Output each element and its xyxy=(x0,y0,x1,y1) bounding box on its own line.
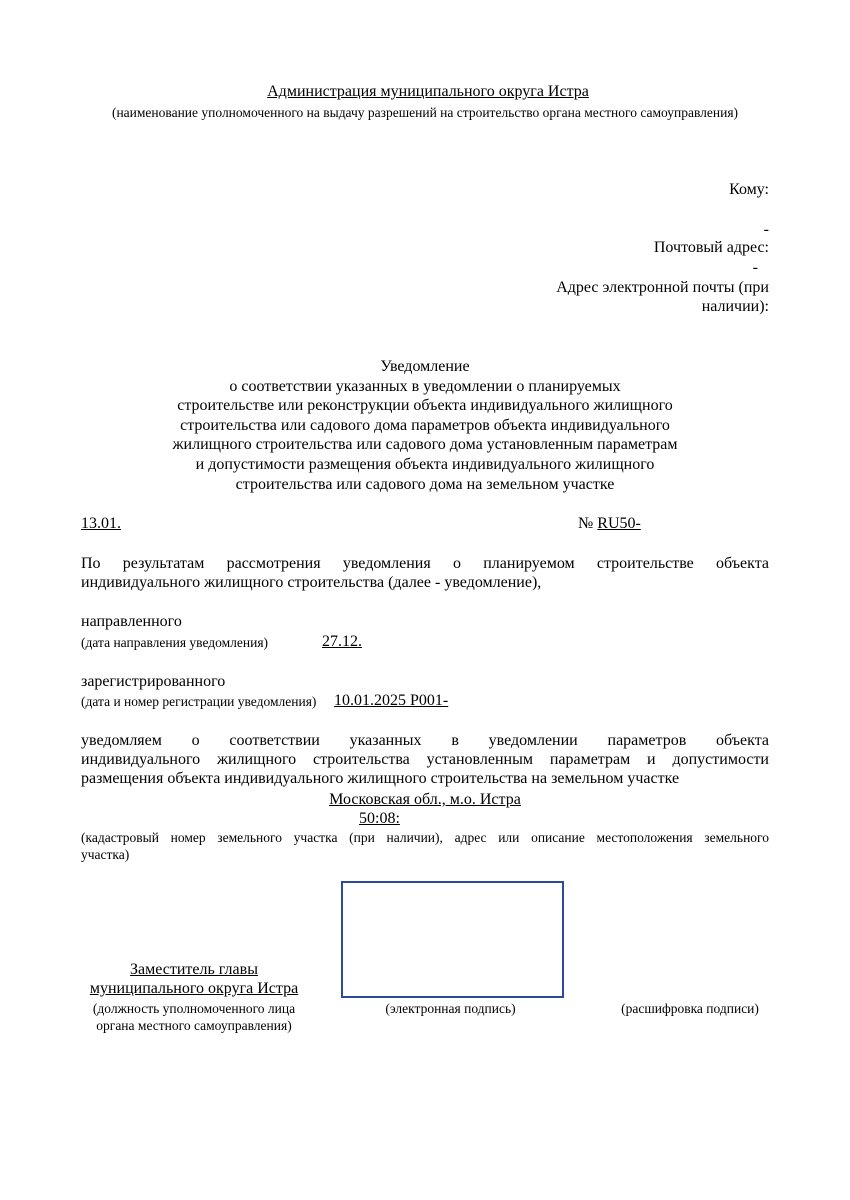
intro-line-2: индивидуального жилищного строительства (далее - уведомление), xyxy=(81,574,542,591)
document-number xyxy=(578,514,641,533)
email-label-1: Адрес электронной почты (при xyxy=(556,279,769,296)
notify-line-1: уведомляем о соответствии указанных в уведомлении параметров объекта xyxy=(81,732,769,749)
sent-caption: (дата направления уведомления) xyxy=(81,635,269,650)
signer-position-1 xyxy=(81,960,307,979)
to-label: Кому: xyxy=(729,181,769,198)
cadastral-caption-1: (кадастровый номер земельного участка (при наличии), адрес или описание местоположения земельного xyxy=(81,830,769,845)
title-line: о соответствии указанных в уведомлении о планируемых xyxy=(229,378,621,395)
postal-value: - xyxy=(752,259,758,276)
cadastral-caption-2: участка) xyxy=(81,847,130,862)
registered-label: зарегистрированного xyxy=(81,673,226,690)
position-caption-1: (должность уполномоченного лица xyxy=(92,1001,296,1016)
decode-caption: (расшифровка подписи) xyxy=(621,1001,759,1016)
electronic-signature-box xyxy=(341,881,564,998)
sent-date: 27.12. xyxy=(322,633,362,650)
number-label: № xyxy=(578,515,594,532)
title-line: строительстве или реконструкции объекта индивидуального жилищного xyxy=(177,397,673,414)
esign-caption: (электронная подпись) xyxy=(385,1001,516,1016)
position-text-2: муниципального округа Истра xyxy=(89,980,299,997)
land-address xyxy=(0,790,850,809)
position-caption-2: органа местного самоуправления) xyxy=(96,1018,292,1033)
title-line: жилищного строительства или садового дома установленным параметрам xyxy=(172,436,678,453)
title-line: строительства или садового дома параметров объекта индивидуального xyxy=(180,417,670,434)
email-label-2: наличии): xyxy=(701,298,769,315)
intro-line-1: По результатам рассмотрения уведомления о планируемом строительстве объекта xyxy=(81,555,769,572)
signer-position-2 xyxy=(81,979,307,998)
cadastral-number xyxy=(359,809,400,828)
authority-caption: (наименование уполномоченного на выдачу разрешений на строительство органа местного самоуправления) xyxy=(111,105,739,120)
notify-line-2: индивидуального жилищного строительства установленным параметрам и допустимости xyxy=(81,751,769,768)
title-line: строительства или садового дома на земельном участке xyxy=(235,476,615,493)
registered-caption: (дата и номер регистрации уведомления) xyxy=(81,694,317,709)
title-line: Уведомление xyxy=(380,358,470,375)
title-line: и допустимости размещения объекта индивидуального жилищного xyxy=(195,456,655,473)
postal-label: Почтовый адрес: xyxy=(653,239,769,256)
number-value: RU50- xyxy=(597,515,641,532)
registered-value: 10.01.2025 Р001- xyxy=(334,692,449,709)
document-date: 13.01. xyxy=(81,515,121,532)
cadastral-text: 50:08: xyxy=(359,810,400,827)
notify-line-3: размещения объекта индивидуального жилищного строительства на земельном участке xyxy=(81,770,680,787)
authority-text: Администрация муниципального округа Истра xyxy=(267,83,589,100)
position-text-1: Заместитель главы xyxy=(130,961,258,978)
sent-label: направленного xyxy=(81,613,182,630)
address-text: Московская обл., м.о. Истра xyxy=(329,791,521,808)
authority-name xyxy=(0,82,850,101)
to-value: - xyxy=(763,221,769,238)
